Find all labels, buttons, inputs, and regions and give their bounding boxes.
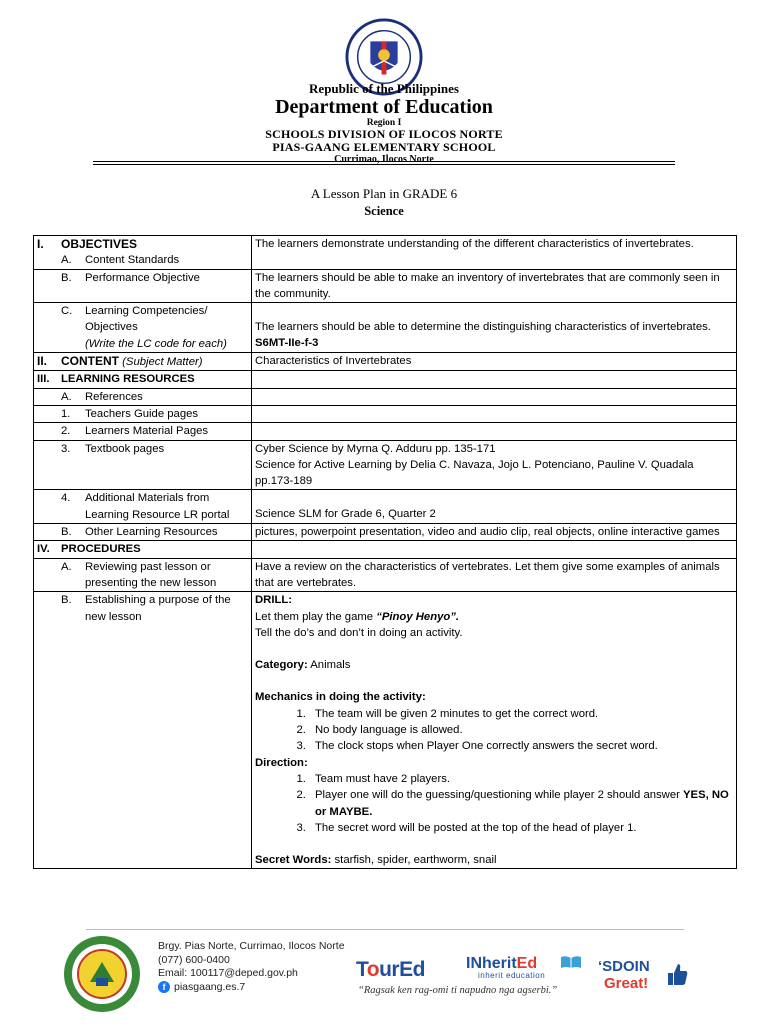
list-item: 1. The team will be given 2 minutes to get the correct word. [309, 706, 733, 722]
division-line: SCHOOLS DIVISION OF ILOCOS NORTE [265, 127, 503, 141]
table-row [34, 592, 737, 869]
teachers-guide-label: 1. Teachers Guide pages [61, 407, 199, 420]
table-row [34, 524, 737, 541]
textbook-reference-2: Science for Active Learning by Delia C. Navaza, Jojo L. Potenciano, Pauline V. Quadala pp.173-189 [255, 458, 694, 488]
table-row [34, 440, 737, 490]
footer-email: Email: 100117@deped.gov.ph [158, 967, 298, 979]
other-resources-value: pictures, powerpoint presentation, video and audio clip, real objects, online interactive games [252, 524, 737, 541]
direction-list [255, 771, 733, 836]
direction-title: Direction: [255, 756, 308, 769]
textbook-reference-1: Cyber Science by Myrna Q. Adduru pp. 135-171 [255, 442, 496, 455]
references-label: A. References [61, 390, 143, 403]
school-location: Currimao, Ilocos Norte [334, 154, 434, 165]
reviewing-lesson-value: Have a review on the characteristics of vertebrates. Let them give some examples of animals that are vertebrates. [252, 558, 737, 592]
footer-divider [86, 929, 684, 930]
toured-logo: TourEd [356, 958, 425, 981]
list-item: 2. Player one will do the guessing/questioning while player 2 should answer YES, NO or MAYBE. [309, 787, 733, 820]
table-row [34, 558, 737, 592]
section-heading-procedures: IV. PROCEDURES [37, 543, 141, 556]
header-divider-thin [93, 164, 675, 165]
open-book-icon [560, 955, 582, 969]
section-heading-content: II. CONTENT (Subject Matter) [37, 354, 203, 369]
letterhead [0, 82, 768, 165]
drill-content [252, 592, 737, 869]
table-row [34, 371, 737, 388]
section-heading-objectives: I. OBJECTIVES [37, 237, 138, 251]
drill-instruction-2: Tell the do’s and don’t in doing an activity. [255, 626, 463, 639]
lesson-plan-table [33, 235, 737, 869]
content-value: Characteristics of Invertebrates [252, 353, 737, 371]
school-seal-logo [62, 934, 142, 1014]
drill-instruction: Let them play the game “Pinoy Henyo”. [255, 610, 460, 623]
table-row [34, 405, 737, 422]
list-item: 1. Team must have 2 players. [309, 771, 733, 787]
other-resources-label: B. Other Learning Resources [61, 526, 218, 539]
section-heading-resources: III. LEARNING RESOURCES [37, 373, 195, 386]
additional-materials-label: 4. Additional Materials from Learning Resource LR portal [61, 492, 230, 521]
thumbs-up-icon [666, 962, 688, 986]
table-row [34, 236, 737, 270]
establishing-purpose-label: B. Establishing a purpose of the new lesson [61, 594, 231, 623]
footer-facebook: piasgaang.es.7 [174, 980, 246, 993]
table-row [34, 388, 737, 405]
table-row [34, 353, 737, 371]
secret-words-line: Secret Words: starfish, spider, earthworm, snail [255, 854, 497, 867]
drill-title: DRILL: [255, 594, 293, 607]
textbook-pages-label: 3. Textbook pages [61, 442, 165, 455]
facebook-icon: f [158, 981, 170, 993]
table-row [34, 423, 737, 440]
learners-material-label: 2. Learners Material Pages [61, 425, 209, 438]
list-item: 3. The clock stops when Player One correctly answers the secret word. [309, 738, 733, 754]
region-line: Region I [366, 118, 402, 128]
content-standards-label: A. Content Standards [61, 254, 180, 267]
mechanics-list [255, 706, 733, 755]
game-name: “Pinoy Henyo”. [376, 610, 460, 623]
header-divider [93, 161, 675, 162]
table-row [34, 269, 737, 303]
republic-line: Republic of the Philippines [309, 81, 459, 96]
performance-objective-label: B. Performance Objective [61, 271, 200, 284]
lc-code: S6MT-IIe-f-3 [255, 337, 319, 350]
mechanics-title: Mechanics in doing the activity: [255, 691, 426, 704]
reviewing-lesson-label: A. Reviewing past lesson or presenting the new lesson [61, 560, 217, 589]
plan-subject: Science [364, 204, 404, 218]
footer-address: Brgy. Pias Norte, Currimao, Ilocos Norte [158, 940, 345, 952]
sdoin-great-logo: ‘SDOIN Great! [598, 958, 650, 992]
list-item: 3. The secret word will be posted at the top of the head of player 1. [309, 820, 733, 836]
content-standards-value: The learners demonstrate understanding of the different characteristics of invertebrates. [252, 236, 737, 270]
inherited-tagline: inherit education [478, 971, 546, 980]
footer-phone: (077) 600-0400 [158, 953, 230, 966]
inherited-logo: INheritEd [466, 955, 538, 972]
table-row [34, 541, 737, 558]
list-item: 2. No body language is allowed. [309, 722, 733, 738]
school-name: PIAS-GAANG ELEMENTARY SCHOOL [272, 140, 496, 154]
category-line: Category: Animals [255, 659, 351, 672]
lc-code-note: (Write the LC code for each) [85, 337, 227, 350]
footer-slogan: “Ragsak ken rag-omi ti napudno nga agserbi.” [358, 985, 558, 996]
table-row [34, 303, 737, 353]
footer-contact [158, 940, 345, 994]
plan-title: A Lesson Plan in GRADE 6 [310, 186, 458, 201]
additional-materials-value: Science SLM for Grade 6, Quarter 2 [255, 508, 436, 521]
table-row [34, 490, 737, 524]
learning-competencies-value: The learners should be able to determine the distinguishing characteristics of invertebrates. [255, 321, 711, 334]
performance-objective-value: The learners should be able to make an inventory of invertebrates that are commonly seen in the community. [252, 269, 737, 303]
department-name: Department of Education [275, 96, 493, 118]
learning-competencies-label: C. Learning Competencies/ Objectives (Write the LC code for each) [37, 303, 248, 352]
